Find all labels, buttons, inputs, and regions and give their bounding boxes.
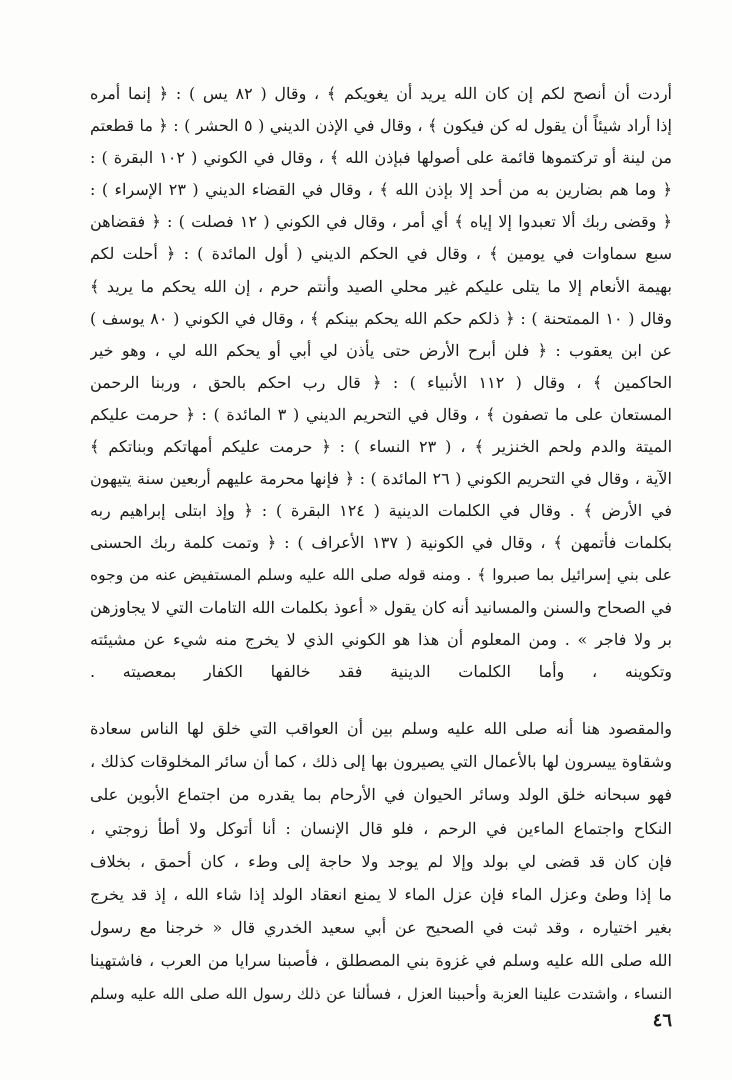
- text-line: من لينة أو تركتموها قائمة على أصولها فبإذن الله ﴾ ، وقال في الكوني ( ١٠٢ البقرة ) :: [90, 148, 672, 168]
- text-line: في الأرض ﴾ . وقال في الكلمات الدينية ( ١٢٤ البقرة ) : ﴿ وإذ ابتلى إبراهيم ربه: [90, 501, 672, 521]
- text-line: على بني إسرائيل بما صبروا ﴾ . ومنه قوله صلى الله عليه وسلم المستفيض عنه من وجوه: [90, 566, 672, 585]
- text-line: أردت أن أنصح لكم إن كان الله يريد أن يغويكم ﴾ ، وقال ( ٨٢ يس ) : ﴿ إنما أمره: [90, 84, 672, 103]
- text-line: إذا أراد شيئاً أن يقول له كن فيكون ﴾ ، وقال في الإذن الديني ( ٥ الحشر ) : ﴿ ما قطعتم: [90, 116, 672, 136]
- text-line: الحاكمين ﴾ ، وقال ( ١١٢ الأنبياء ) : ﴿ قال رب احكم بالحق ، وربنا الرحمن: [90, 372, 672, 392]
- text-line: النساء ، واشتدت علينا العزبة وأحببنا العزل ، فسألنا عن ذلك رسول الله صلى الله عليه وسلم: [90, 984, 672, 1003]
- paragraph-1: [90, 78, 672, 688]
- text-line: سبع سماوات في يومين ﴾ ، وقال في الحكم الديني ( أول المائدة ) : ﴿ أحلت لكم: [90, 244, 672, 264]
- text-line: ما إذا وطئ وعزل الماء فإن عزل الماء لا يمنع انعقاد الولد إذا شاء الله ، إذ قد يخرج: [90, 884, 672, 904]
- text-line: والمقصود هنا أنه صلى الله عليه وسلم بين أن العواقب التي خلق لها الناس سعادة: [90, 719, 672, 738]
- text-line: بهيمة الأنعام إلا ما يتلى عليكم غير محلي الصيد وأنتم حرم ، إن الله يحكم ما يريد ﴾: [90, 276, 672, 296]
- text-line: بكلمات فأتمهن ﴾ ، وقال في الكونية ( ١٣٧ الأعراف ) : ﴿ وتمت كلمة ربك الحسنى: [90, 533, 672, 553]
- text-line: المستعان على ما تصفون ﴾ ، وقال في التحريم الديني ( ٣ المائدة ) : ﴿ حرمت عليكم: [90, 404, 672, 424]
- text-line: الميتة والدم ولحم الخنزير ﴾ ، ( ٢٣ النساء ) : ﴿ حرمت عليكم أمهاتكم وبناتكم ﴾: [90, 437, 672, 457]
- text-line: فإن كان قد قضى لي بولد وإلا لم يوجد ولا حاجة إلى وطء ، كان أحمق ، بخلاف: [90, 851, 672, 871]
- page-number: ٤٦: [652, 1010, 672, 1031]
- text-line: النكاح واجتماع الماءين في الرحم ، فلو قال الإنسان : أنا أتوكل ولا أطأ زوجتي ،: [90, 818, 672, 838]
- text-line: الله صلى الله عليه وسلم في غزوة بني المصطلق ، فأصبنا سرايا من العرب ، فاشتهينا: [90, 951, 672, 971]
- text-line: فهو سبحانه خلق الولد وسائر الحيوان في الأرحام بما يقدره من اجتماع الأبوين على: [90, 785, 672, 805]
- text-line: الآية ، وقال في التحريم الكوني ( ٢٦ المائدة ) : ﴿ فإنها محرمة عليهم أربعين سنة يتيهون: [90, 469, 672, 489]
- text-line: ﴿ وقضى ربك ألا تعبدوا إلا إياه ﴾ أي أمر ، وقال في الكوني ( ١٢ فصلت ) : ﴿ فقضاهن: [90, 212, 672, 232]
- text-line: عن ابن يعقوب : ﴿ فلن أبرح الأرض حتى يأذن لي أبي أو يحكم الله لي ، وهو خير: [90, 340, 672, 360]
- text-line: بر ولا فاجر » . ومن المعلوم أن هذا هو الكوني الذي لا يخرج منه شيء عن مشيئته: [90, 629, 672, 649]
- text-line: وقال ( ١٠ الممتحنة ) : ﴿ ذلكم حكم الله يحكم بينكم ﴾ ، وقال في الكوني ( ٨٠ يوسف ): [90, 308, 672, 328]
- text-line: وشقاوة ييسرون لها بالأعمال التي يصيرون بها إلى ذلك ، كما أن سائر المخلوقات كذلك ،: [90, 752, 672, 772]
- paragraph-2: [90, 712, 672, 1011]
- text-line: بغير اختياره ، وقد ثبت في الصحيح عن أبي سعيد الخدري قال « خرجنا مع رسول: [90, 918, 672, 938]
- text-line: في الصحاح والسنن والمسانيد أنه كان يقول « أعوذ بكلمات الله التامات التي لا يجاوزهن: [90, 597, 672, 617]
- text-line: ﴿ وما هم بضارين به من أحد إلا بإذن الله ﴾ ، وقال في القضاء الديني ( ٢٣ الإسراء ) :: [90, 180, 672, 200]
- text-line: وتكوينه ، وأما الكلمات الدينية فقد خالفها الكفار بمعصيته .: [90, 661, 672, 681]
